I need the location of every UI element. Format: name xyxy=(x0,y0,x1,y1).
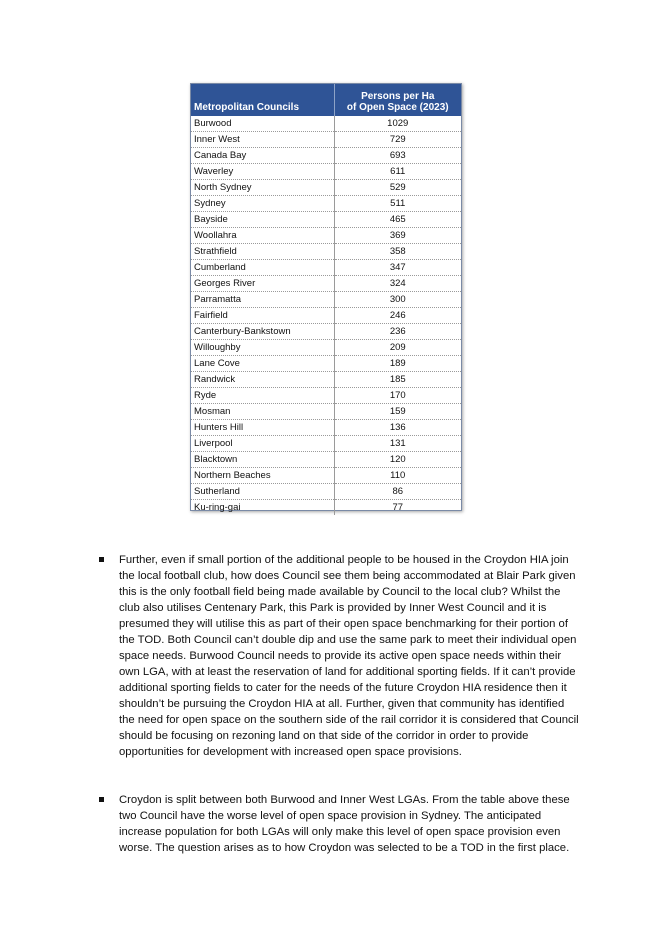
persons-per-ha-cell: 136 xyxy=(334,420,461,436)
table-row xyxy=(191,388,461,404)
persons-per-ha-cell: 246 xyxy=(334,308,461,324)
council-name-cell: Strathfield xyxy=(191,244,334,260)
council-name-cell: Parramatta xyxy=(191,292,334,308)
council-name-cell: Ku-ring-gai xyxy=(191,500,334,516)
persons-per-ha-cell: 611 xyxy=(334,164,461,180)
header-persons-per-ha xyxy=(334,84,461,116)
table-header-row xyxy=(191,84,461,116)
council-name-cell: Ryde xyxy=(191,388,334,404)
bullet-marker-2 xyxy=(99,792,107,800)
persons-per-ha-cell: 236 xyxy=(334,324,461,340)
header-line-1: Persons per Ha xyxy=(361,91,435,102)
table-row xyxy=(191,324,461,340)
table-row xyxy=(191,436,461,452)
bullet-marker-1 xyxy=(99,552,107,560)
council-name-cell: Randwick xyxy=(191,372,334,388)
persons-per-ha-cell: 369 xyxy=(334,228,461,244)
persons-per-ha-cell: 77 xyxy=(392,502,404,513)
persons-per-ha-cell: 110 xyxy=(334,468,461,484)
council-name-cell: Georges River xyxy=(191,276,334,292)
council-name-cell: Canada Bay xyxy=(191,148,334,164)
council-name-cell: Hunters Hill xyxy=(191,420,334,436)
persons-per-ha-cell: 324 xyxy=(334,276,461,292)
persons-per-ha-cell: 693 xyxy=(334,148,461,164)
council-name-cell: Bayside xyxy=(191,212,334,228)
council-name-cell: Sutherland xyxy=(191,484,334,500)
council-name-cell: Fairfield xyxy=(191,308,334,324)
persons-per-ha-cell: 511 xyxy=(334,196,461,212)
council-name-cell: Mosman xyxy=(191,404,334,420)
persons-per-ha-cell: 209 xyxy=(334,340,461,356)
table-row xyxy=(191,164,461,180)
council-name-cell: Sydney xyxy=(191,196,334,212)
persons-per-ha-cell: 185 xyxy=(334,372,461,388)
table-row xyxy=(191,292,461,308)
table-row xyxy=(191,452,461,468)
council-name-cell: Lane Cove xyxy=(191,356,334,372)
persons-per-ha-cell: 159 xyxy=(334,404,461,420)
council-name-cell: Waverley xyxy=(191,164,334,180)
table-row xyxy=(191,228,461,244)
council-name-cell: Woollahra xyxy=(191,228,334,244)
table-row xyxy=(191,276,461,292)
persons-per-ha-cell: 529 xyxy=(334,180,461,196)
persons-per-ha-cell: 347 xyxy=(334,260,461,276)
persons-per-ha-cell: 358 xyxy=(334,244,461,260)
table-row xyxy=(191,212,461,228)
table-row xyxy=(191,468,461,484)
council-name-cell: Cumberland xyxy=(191,260,334,276)
persons-per-ha-cell: 170 xyxy=(334,388,461,404)
table-body xyxy=(191,116,461,515)
table-row xyxy=(191,244,461,260)
header-line-2: of Open Space (2023) xyxy=(346,102,449,113)
council-name-cell: Inner West xyxy=(191,132,334,148)
table-row xyxy=(191,500,461,516)
table-row xyxy=(191,260,461,276)
table-row xyxy=(191,356,461,372)
table-row xyxy=(191,420,461,436)
council-name-cell: Canterbury-Bankstown xyxy=(191,324,334,340)
table-row xyxy=(191,308,461,324)
persons-per-ha-cell: 131 xyxy=(334,436,461,452)
open-space-table xyxy=(190,83,462,511)
persons-per-ha-cell: 1029 xyxy=(334,116,461,132)
bullet-paragraph-2: Croydon is split between both Burwood and Inner West LGAs. From the table above these two Council have the worse level of open space provision in Sydney. The anticipated increase population for both LGAs will only make this level of open space provision even worse. The question arises as to how Croydon was selected to be a TOD in the first place. xyxy=(119,794,570,854)
persons-per-ha-cell: 120 xyxy=(334,452,461,468)
council-table xyxy=(191,84,461,515)
table-row xyxy=(191,148,461,164)
table-row xyxy=(191,116,461,132)
council-name-cell: Burwood xyxy=(191,116,334,132)
table-row xyxy=(191,340,461,356)
table-row xyxy=(191,484,461,500)
persons-per-ha-cell: 189 xyxy=(334,356,461,372)
council-name-cell: Willoughby xyxy=(191,340,334,356)
table-row xyxy=(191,372,461,388)
council-name-cell: Northern Beaches xyxy=(191,468,334,484)
persons-per-ha-cell: 465 xyxy=(334,212,461,228)
persons-per-ha-cell: 729 xyxy=(334,132,461,148)
persons-per-ha-cell: 300 xyxy=(334,292,461,308)
table-row xyxy=(191,196,461,212)
council-name-cell: Liverpool xyxy=(191,436,334,452)
table-row xyxy=(191,404,461,420)
table-row xyxy=(191,180,461,196)
table-row xyxy=(191,132,461,148)
persons-per-ha-cell: 86 xyxy=(334,484,461,500)
council-name-cell: Blacktown xyxy=(191,452,334,468)
council-name-cell: North Sydney xyxy=(191,180,334,196)
bullet-paragraph-1: Further, even if small portion of the additional people to be housed in the Croydon HIA join the local football club, how does Council see them being accommodated at Blair Park given this is the only football field being made available by Council to the local club? Whilst the club also utilises Centenary Park, this Park is provided by Inner West Council and it is presumed they will utilise this as part of their open space benchmarking for their portion of the TOD. Both Council can’t double dip and use the same park to meet their individual open space needs. Burwood Council needs to provide its active open space needs within their own LGA, with at least the reservation of land for additional sporting fields. If it can’t provide additional sporting fields to cater for the needs of the future Croydon HIA residence then it shouldn’t be pursuing the Croydon HIA at all. Further, given that community has identified the need for open space on the southern side of the rail corridor it is considered that Council should be focusing on rezoning land on that side of the corridor in order to provide opportunities for development with increased open space provisions. xyxy=(119,554,579,758)
header-metropolitan-councils: Metropolitan Councils xyxy=(191,84,334,116)
